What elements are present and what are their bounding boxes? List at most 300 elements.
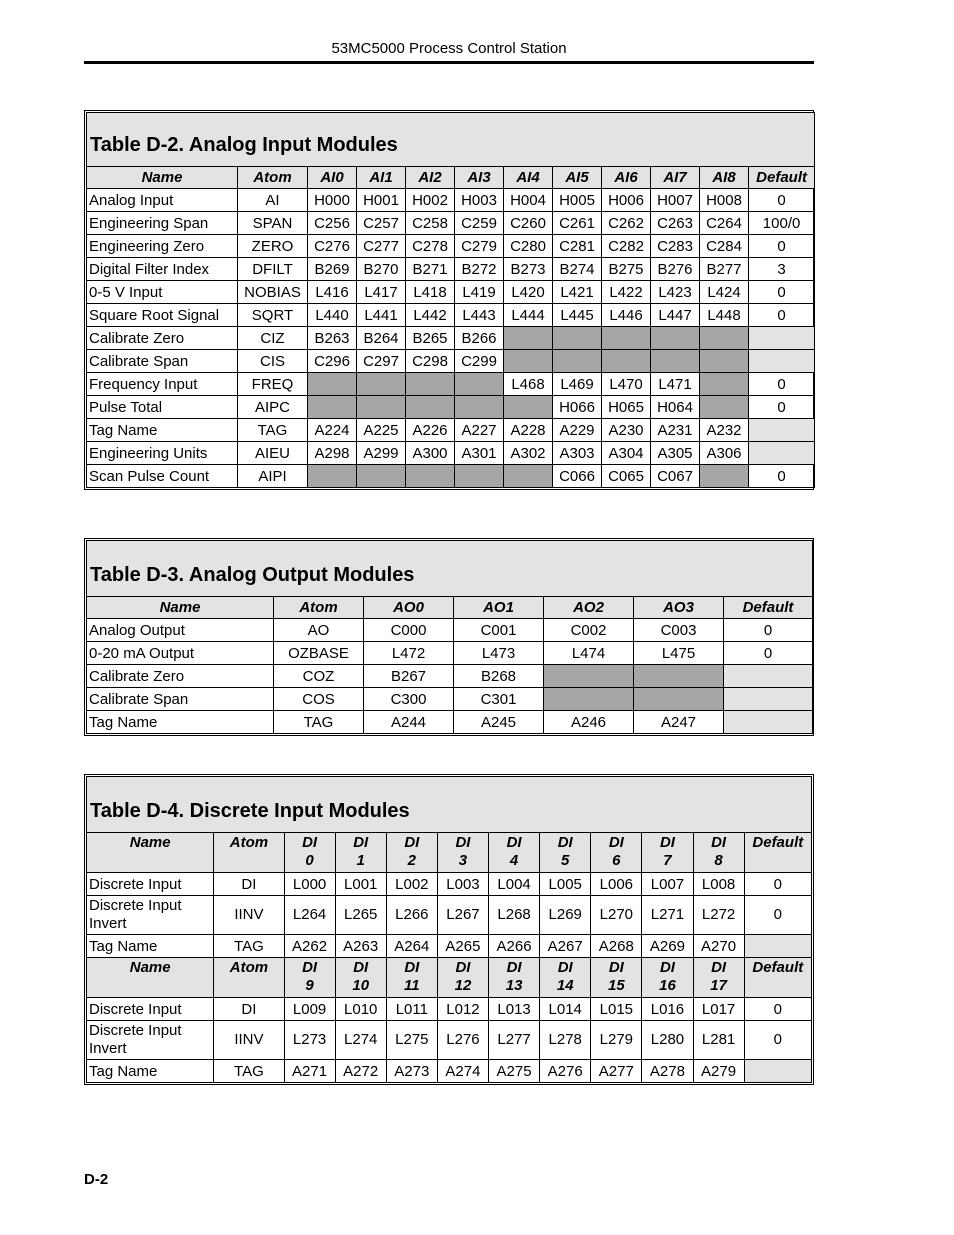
address-cell: B271	[406, 258, 455, 281]
col-header-index: 14	[556, 977, 574, 994]
address-cell: B264	[357, 327, 406, 350]
column-header-row	[87, 833, 812, 873]
empty-cell	[724, 665, 813, 688]
col-header-label: DI	[659, 834, 675, 851]
row-name-cell: Scan Pulse Count	[87, 465, 238, 488]
col-header-name	[87, 958, 214, 998]
address-cell: L003	[437, 873, 488, 896]
address-cell: A273	[386, 1060, 437, 1083]
table-row	[87, 258, 815, 281]
unused-cell	[504, 465, 553, 488]
col-header-di-1	[335, 833, 386, 873]
unused-cell	[634, 665, 724, 688]
address-cell: C001	[454, 619, 544, 642]
col-header-label: Atom	[229, 959, 269, 976]
address-cell: A267	[540, 935, 591, 958]
col-header-label: DI	[506, 959, 522, 976]
address-cell: C300	[364, 688, 454, 711]
unused-cell	[553, 350, 602, 373]
atom-cell: AIPI	[238, 465, 308, 488]
col-header-label: Name	[129, 959, 171, 976]
col-header-label: DI	[455, 959, 471, 976]
address-cell: H001	[357, 189, 406, 212]
address-cell: L273	[284, 1021, 335, 1060]
col-header-name	[87, 833, 214, 873]
address-cell: L265	[335, 896, 386, 935]
address-cell: C282	[602, 235, 651, 258]
unused-cell	[553, 327, 602, 350]
row-name-cell: Discrete Input Invert	[87, 1021, 214, 1060]
address-cell: L013	[489, 998, 540, 1021]
empty-cell	[749, 350, 815, 373]
atom-cell: CIS	[238, 350, 308, 373]
address-cell: H004	[504, 189, 553, 212]
unused-cell	[357, 396, 406, 419]
col-header-di-4	[489, 833, 540, 873]
col-header-label: DI	[557, 959, 573, 976]
address-cell: C257	[357, 212, 406, 235]
row-name-cell: Tag Name	[87, 419, 238, 442]
address-cell: L421	[553, 281, 602, 304]
address-cell: C283	[651, 235, 700, 258]
address-cell: L001	[335, 873, 386, 896]
address-cell: L446	[602, 304, 651, 327]
col-header-index: 6	[612, 852, 621, 869]
address-cell: L014	[540, 998, 591, 1021]
address-cell: C278	[406, 235, 455, 258]
row-name-cell: Pulse Total	[87, 396, 238, 419]
address-cell: A271	[284, 1060, 335, 1083]
address-cell: L269	[540, 896, 591, 935]
col-header-atom	[214, 958, 284, 998]
table-row	[87, 396, 815, 419]
address-cell: H002	[406, 189, 455, 212]
col-header-label: DI	[404, 834, 420, 851]
address-cell: L274	[335, 1021, 386, 1060]
address-cell: H000	[308, 189, 357, 212]
default-cell: 0	[724, 642, 813, 665]
table-row	[87, 998, 812, 1021]
address-cell: L016	[642, 998, 693, 1021]
address-cell: H008	[700, 189, 749, 212]
atom-cell: COS	[274, 688, 364, 711]
default-cell: 0	[749, 396, 815, 419]
row-name-cell: Calibrate Zero	[87, 665, 274, 688]
col-header-label: DI	[711, 834, 727, 851]
col-header-ai5: AI5	[553, 167, 602, 189]
col-header-ai0: AI0	[308, 167, 357, 189]
table-head	[87, 113, 815, 189]
col-header-atom: Atom	[238, 167, 308, 189]
address-cell: A245	[454, 711, 544, 734]
default-cell: 0	[749, 235, 815, 258]
atom-cell: AIEU	[238, 442, 308, 465]
atom-cell: CIZ	[238, 327, 308, 350]
unused-cell	[455, 396, 504, 419]
address-cell: A278	[642, 1060, 693, 1083]
table-row	[87, 935, 812, 958]
table-row	[87, 873, 812, 896]
address-cell: C065	[602, 465, 651, 488]
col-header-di-14	[540, 958, 591, 998]
atom-cell: IINV	[214, 1021, 284, 1060]
unused-cell	[700, 350, 749, 373]
address-cell: L010	[335, 998, 386, 1021]
address-cell: L444	[504, 304, 553, 327]
col-header-di-16	[642, 958, 693, 998]
address-cell: L417	[357, 281, 406, 304]
unused-cell	[634, 688, 724, 711]
address-cell: L416	[308, 281, 357, 304]
address-cell: C301	[454, 688, 544, 711]
address-cell: L271	[642, 896, 693, 935]
col-header-label: DI	[404, 959, 420, 976]
address-cell: A265	[437, 935, 488, 958]
atom-cell: FREQ	[238, 373, 308, 396]
col-header-ai7: AI7	[651, 167, 700, 189]
row-name-cell: Calibrate Zero	[87, 327, 238, 350]
address-cell: C280	[504, 235, 553, 258]
col-header-index: 1	[356, 852, 365, 869]
address-cell: A269	[642, 935, 693, 958]
col-header-di-12	[437, 958, 488, 998]
address-cell: B274	[553, 258, 602, 281]
empty-cell	[724, 688, 813, 711]
col-header-index: 10	[352, 977, 370, 994]
col-header-default: Default	[724, 597, 813, 619]
unused-cell	[651, 327, 700, 350]
col-header-atom: Atom	[274, 597, 364, 619]
table-body	[87, 619, 813, 734]
col-header-index: 13	[505, 977, 523, 994]
row-name-cell: Calibrate Span	[87, 350, 238, 373]
address-cell: A232	[700, 419, 749, 442]
table-row	[87, 373, 815, 396]
address-cell: L278	[540, 1021, 591, 1060]
table-title: Table D-4. Discrete Input Modules	[87, 777, 812, 833]
address-cell: L448	[700, 304, 749, 327]
address-cell: H066	[553, 396, 602, 419]
address-cell: L008	[693, 873, 744, 896]
address-cell: C284	[700, 235, 749, 258]
address-cell: A262	[284, 935, 335, 958]
col-header-index: 4	[509, 852, 519, 869]
table-row	[87, 642, 813, 665]
col-header-index: 7	[663, 852, 672, 869]
row-name-cell: Engineering Zero	[87, 235, 238, 258]
col-header-name: Name	[87, 597, 274, 619]
col-header-di-17	[693, 958, 744, 998]
address-cell: C264	[700, 212, 749, 235]
atom-cell: TAG	[214, 935, 284, 958]
address-cell: L015	[591, 998, 642, 1021]
col-header-label: Atom	[229, 834, 269, 851]
atom-cell: AI	[238, 189, 308, 212]
table-row	[87, 896, 812, 935]
address-cell: C277	[357, 235, 406, 258]
address-cell: C067	[651, 465, 700, 488]
col-header-label: DI	[711, 959, 727, 976]
address-cell: A298	[308, 442, 357, 465]
col-header-di-15	[591, 958, 642, 998]
address-cell: C296	[308, 350, 357, 373]
col-header-label: Default	[752, 834, 804, 851]
col-header-ao3: AO3	[634, 597, 724, 619]
col-header-atom	[214, 833, 284, 873]
address-cell: A275	[489, 1060, 540, 1083]
address-cell: L470	[602, 373, 651, 396]
unused-cell	[700, 465, 749, 488]
address-cell: A229	[553, 419, 602, 442]
address-cell: C298	[406, 350, 455, 373]
address-cell: A272	[335, 1060, 386, 1083]
address-cell: L281	[693, 1021, 744, 1060]
col-header-index: 15	[607, 977, 625, 994]
default-cell: 3	[749, 258, 815, 281]
unused-cell	[504, 396, 553, 419]
table-row	[87, 235, 815, 258]
col-header-name: Name	[87, 167, 238, 189]
address-cell: C261	[553, 212, 602, 235]
address-cell: A226	[406, 419, 455, 442]
table-row	[87, 1021, 812, 1060]
address-cell: L420	[504, 281, 553, 304]
address-cell: B268	[454, 665, 544, 688]
address-cell: L445	[553, 304, 602, 327]
address-cell: C260	[504, 212, 553, 235]
row-name-cell: Calibrate Span	[87, 688, 274, 711]
address-cell: L469	[553, 373, 602, 396]
atom-cell: AO	[274, 619, 364, 642]
address-cell: L475	[634, 642, 724, 665]
table-row	[87, 212, 815, 235]
address-cell: C002	[544, 619, 634, 642]
unused-cell	[700, 396, 749, 419]
unused-cell	[406, 396, 455, 419]
row-name-cell: Digital Filter Index	[87, 258, 238, 281]
default-cell: 100/0	[749, 212, 815, 235]
col-header-label: DI	[506, 834, 522, 851]
address-cell: L272	[693, 896, 744, 935]
address-cell: A246	[544, 711, 634, 734]
row-name-cell: Discrete Input	[87, 873, 214, 896]
unused-cell	[357, 373, 406, 396]
table-row	[87, 619, 813, 642]
atom-cell: DFILT	[238, 258, 308, 281]
row-name-cell: Discrete Input	[87, 998, 214, 1021]
col-header-label: DI	[302, 834, 318, 851]
address-cell: A231	[651, 419, 700, 442]
address-cell: H006	[602, 189, 651, 212]
address-cell: C000	[364, 619, 454, 642]
column-header-row	[87, 167, 815, 189]
address-cell: B273	[504, 258, 553, 281]
address-cell: A300	[406, 442, 455, 465]
col-header-label: DI	[557, 834, 573, 851]
address-cell: A305	[651, 442, 700, 465]
default-cell: 0	[744, 873, 811, 896]
address-cell: L005	[540, 873, 591, 896]
col-header-index: 3	[458, 852, 468, 869]
table-row	[87, 304, 815, 327]
col-header-label: DI	[455, 834, 471, 851]
address-cell: A225	[357, 419, 406, 442]
table-row	[87, 350, 815, 373]
address-cell: A266	[489, 935, 540, 958]
unused-cell	[700, 373, 749, 396]
column-header-row	[87, 597, 813, 619]
unused-cell	[406, 465, 455, 488]
address-cell: A274	[437, 1060, 488, 1083]
row-name-cell: Engineering Units	[87, 442, 238, 465]
address-cell: L009	[284, 998, 335, 1021]
address-cell: L423	[651, 281, 700, 304]
table-row	[87, 711, 813, 734]
empty-cell	[744, 1060, 811, 1083]
col-header-label: Name	[129, 834, 171, 851]
address-cell: L468	[504, 373, 553, 396]
address-cell: B266	[455, 327, 504, 350]
address-cell: L442	[406, 304, 455, 327]
col-header-label: DI	[608, 959, 624, 976]
atom-cell: SPAN	[238, 212, 308, 235]
address-cell: L012	[437, 998, 488, 1021]
default-cell: 0	[749, 281, 815, 304]
atom-cell: TAG	[274, 711, 364, 734]
address-cell: L276	[437, 1021, 488, 1060]
table-analog-output-modules	[84, 538, 814, 736]
col-header-ao2: AO2	[544, 597, 634, 619]
default-cell: 0	[749, 465, 815, 488]
address-cell: L474	[544, 642, 634, 665]
col-header-di-7	[642, 833, 693, 873]
atom-cell: COZ	[274, 665, 364, 688]
col-header-di-8	[693, 833, 744, 873]
address-cell: L000	[284, 873, 335, 896]
address-cell: B277	[700, 258, 749, 281]
table-title: Table D-3. Analog Output Modules	[87, 541, 813, 597]
address-cell: A247	[634, 711, 724, 734]
address-cell: A244	[364, 711, 454, 734]
page-number: D-2	[84, 1171, 109, 1188]
address-cell: C276	[308, 235, 357, 258]
table-row	[87, 281, 815, 304]
address-cell: B272	[455, 258, 504, 281]
address-cell: L277	[489, 1021, 540, 1060]
col-header-index: 12	[454, 977, 472, 994]
address-cell: C262	[602, 212, 651, 235]
address-cell: B267	[364, 665, 454, 688]
row-name-cell: 0-20 mA Output	[87, 642, 274, 665]
address-cell: C297	[357, 350, 406, 373]
address-cell: L267	[437, 896, 488, 935]
table-row	[87, 688, 813, 711]
address-cell: L443	[455, 304, 504, 327]
address-cell: A230	[602, 419, 651, 442]
col-header-label: DI	[659, 959, 675, 976]
col-header-default	[744, 958, 811, 998]
empty-cell	[724, 711, 813, 734]
address-cell: B265	[406, 327, 455, 350]
col-header-index: 0	[305, 852, 314, 869]
table-row	[87, 665, 813, 688]
address-cell: B263	[308, 327, 357, 350]
address-cell: C259	[455, 212, 504, 235]
col-header-label: DI	[302, 959, 318, 976]
address-cell: L004	[489, 873, 540, 896]
col-header-label: DI	[608, 834, 624, 851]
address-cell: C256	[308, 212, 357, 235]
col-header-di-3	[437, 833, 488, 873]
unused-cell	[308, 373, 357, 396]
unused-cell	[544, 665, 634, 688]
atom-cell: ZERO	[238, 235, 308, 258]
address-cell: L472	[364, 642, 454, 665]
row-name-cell: 0-5 V Input	[87, 281, 238, 304]
table-discrete-input-modules	[84, 774, 814, 1085]
atom-cell: AIPC	[238, 396, 308, 419]
row-name-cell: Tag Name	[87, 711, 274, 734]
address-cell: L440	[308, 304, 357, 327]
unused-cell	[455, 373, 504, 396]
table-row	[87, 465, 815, 488]
address-cell: A270	[693, 935, 744, 958]
address-cell: H007	[651, 189, 700, 212]
col-header-index: 8	[714, 852, 723, 869]
address-cell: L441	[357, 304, 406, 327]
address-cell: L006	[591, 873, 642, 896]
unused-cell	[602, 350, 651, 373]
row-name-cell: Engineering Span	[87, 212, 238, 235]
address-cell: C299	[455, 350, 504, 373]
empty-cell	[744, 935, 811, 958]
default-cell: 0	[744, 896, 811, 935]
table-head	[87, 541, 813, 619]
row-name-cell: Square Root Signal	[87, 304, 238, 327]
col-header-index: 17	[710, 977, 727, 994]
address-cell: C258	[406, 212, 455, 235]
address-cell: L447	[651, 304, 700, 327]
address-cell: B275	[602, 258, 651, 281]
table-body	[87, 189, 815, 488]
atom-cell: IINV	[214, 896, 284, 935]
address-cell: A306	[700, 442, 749, 465]
address-cell: L268	[489, 896, 540, 935]
default-cell: 0	[749, 373, 815, 396]
unused-cell	[700, 327, 749, 350]
atom-cell: DI	[214, 998, 284, 1021]
address-cell: C263	[651, 212, 700, 235]
table-row	[87, 1060, 812, 1083]
col-header-di-10	[335, 958, 386, 998]
col-header-index: 9	[305, 977, 314, 994]
table-row	[87, 327, 815, 350]
address-cell: A303	[553, 442, 602, 465]
unused-cell	[504, 327, 553, 350]
atom-cell: NOBIAS	[238, 281, 308, 304]
col-header-ai3: AI3	[455, 167, 504, 189]
unused-cell	[357, 465, 406, 488]
unused-cell	[308, 396, 357, 419]
unused-cell	[651, 350, 700, 373]
address-cell: L280	[642, 1021, 693, 1060]
address-cell: C003	[634, 619, 724, 642]
default-cell: 0	[749, 189, 815, 212]
address-cell: H064	[651, 396, 700, 419]
header-rule	[84, 61, 814, 64]
unused-cell	[544, 688, 634, 711]
address-cell: A301	[455, 442, 504, 465]
